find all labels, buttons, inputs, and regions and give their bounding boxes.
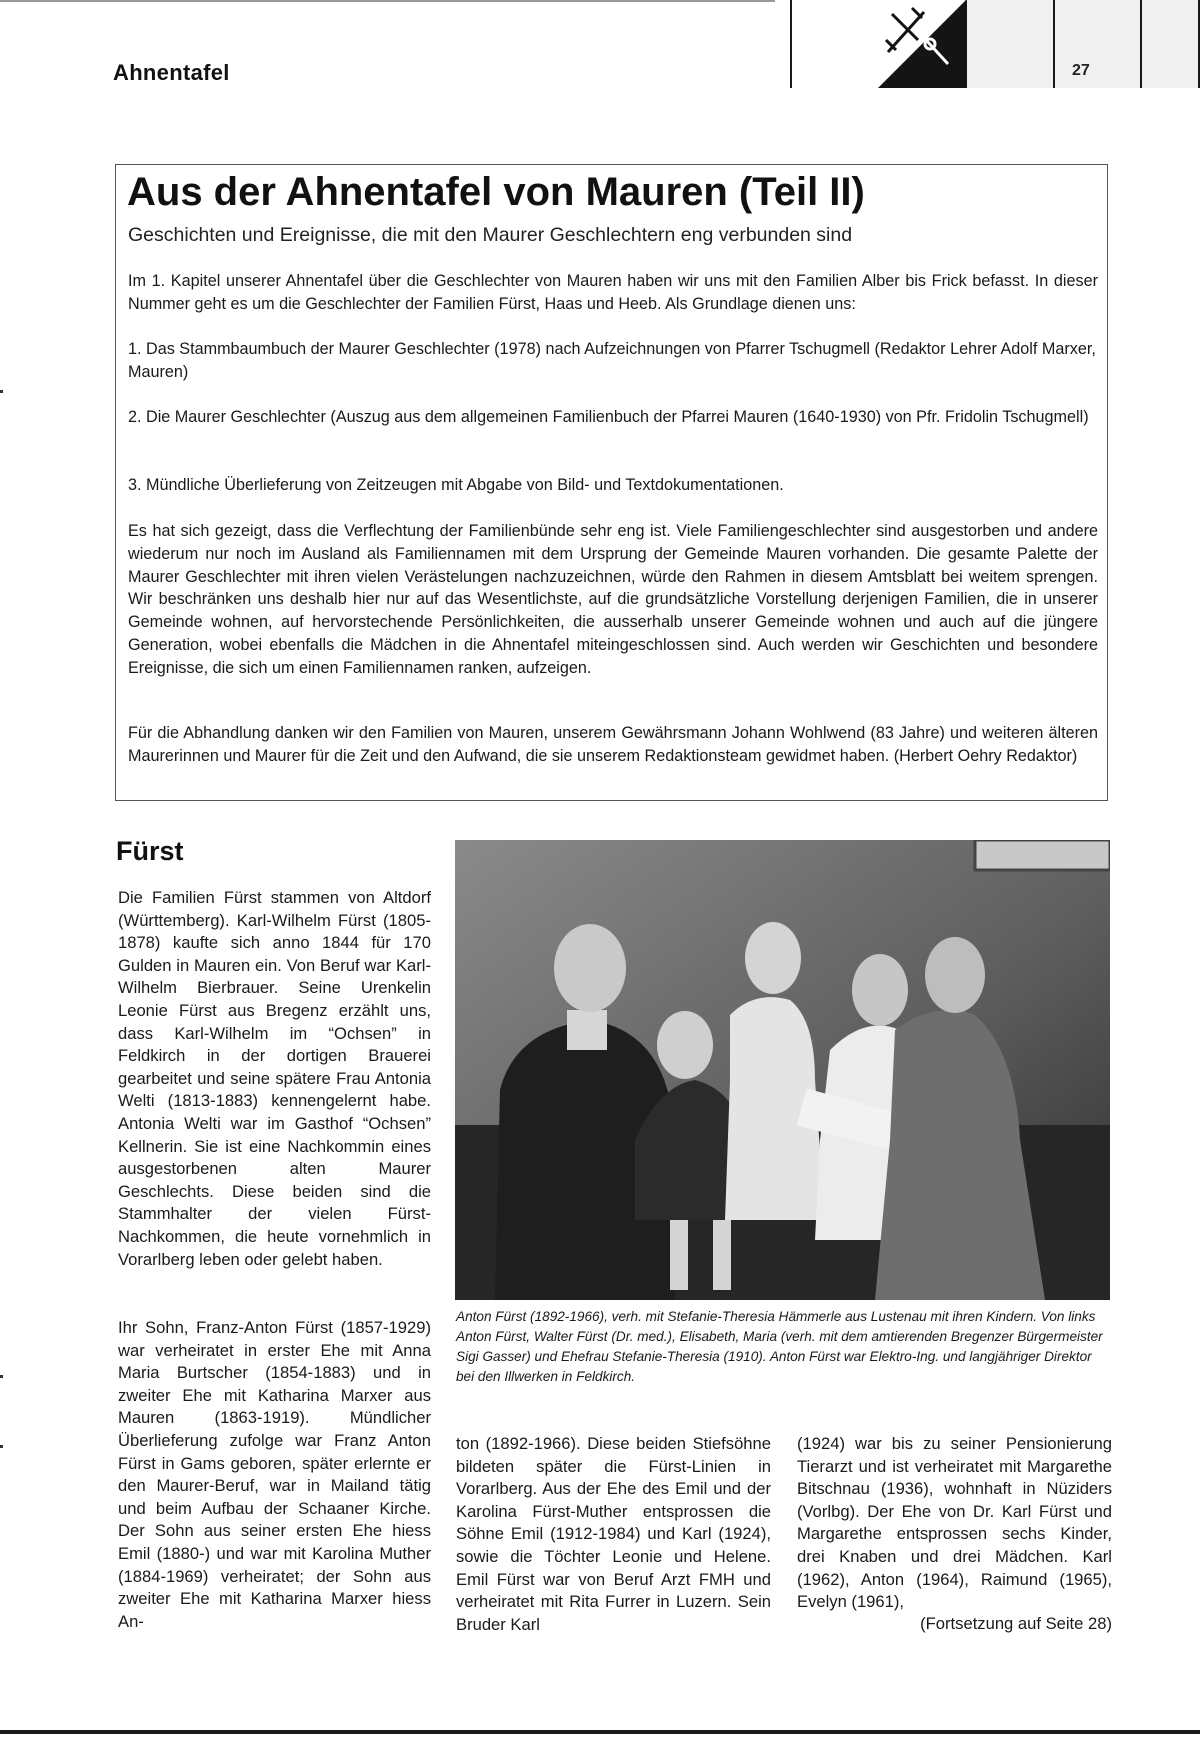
body-paragraph: (1924) war bis zu seiner Pensionierung Tierarzt und ist verheiratet mit Margarethe Bitschnau (1936), wohnhaft in Nüziders (Vorlbg). Der Ehe von Dr. Karl Fürst und Margarethe entsprossen sechs Kinder, drei Knaben und drei Mädchen. Karl (1962), Anton (1964), Raimund (1965), Evelyn (1961), — [797, 1434, 1112, 1612]
body-paragraph: Die Familien Fürst stammen von Altdorf (Württemberg). Karl-Wilhelm Fürst (1805-1878) kaufte sich anno 1844 für 170 Gulden in Mauren ein. Von Beruf war Karl-Wilhelm Bierbrauer. Seine Urenkelin Leonie Fürst aus Bregenz erzählt uns, dass Karl-Wilhelm im “Ochsen” in Feldkirch in der dortigen Brauerei gearbeitet und seine spätere Frau Antonia Welti (1813-1883) kennengelernt habe. Antonia Welti war im Gasthof “Ochsen” Kellnerin. Sie ist eine Nachkommin eines ausgestorbenen alten Maurer Geschlechts. Diese beiden sind die Stammhalter der vielen Fürst-Nachkommen, die heute vornehmlich in Vorarlberg leben oder gelebt haben. — [118, 888, 431, 1269]
scan-mark — [0, 390, 3, 393]
family-photo — [455, 840, 1110, 1300]
source-list-item: 3. Mündliche Überlieferung von Zeitzeugen mit Abgabe von Bild- und Textdokumentationen. — [128, 476, 784, 494]
header-band — [790, 0, 1200, 88]
header-divider — [790, 0, 792, 88]
bottom-rule — [0, 1730, 1200, 1734]
article-title: Aus der Ahnentafel von Mauren (Teil II) — [127, 170, 865, 214]
photo-caption: Anton Fürst (1892-1966), verh. mit Stefanie-Theresia Hämmerle aus Lustenau mit ihren Kindern. Von links Anton Fürst, Walter Fürst (Dr. med.), Elisabeth, Maria (verh. mit dem amtierenden Bregenzer Bürgermeister Sigi Gasser) und Ehefrau Stefanie-Theresia (1910). Anton Fürst war Elektro-Ing. und langjähriger Direktor bei den Illwerken in Feldkirch. — [456, 1309, 1103, 1384]
continuation-note: (Fortsetzung auf Seite 28) — [920, 1614, 1112, 1633]
article-subtitle: Geschichten und Ereignisse, die mit den Maurer Geschlechtern eng verbunden sind — [128, 224, 853, 246]
section-heading: Fürst — [116, 836, 184, 866]
header-divider — [1053, 0, 1055, 88]
body-paragraph: Ihr Sohn, Franz-Anton Fürst (1857-1929) war verheiratet in erster Ehe mit Anna Maria Burtscher (1854-1883) und in zweiter Ehe mit Katharina Marxer aus Mauren (1863-1919). Mündlicher Überlieferung zufolge war Franz Anton Fürst in Gams geboren, später erlernte er den Maurer-Beruf, war in Mailand tätig und beim Aufbau der Schaaner Kirche. Der Sohn aus seiner ersten Ehe hiess Emil (1880-) und war mit Karolina Muther (1884-1969) verheiratet; der Sohn aus zweiter Ehe mit Katharina Marxer hiess An- — [118, 1318, 431, 1631]
intro-paragraph: Es hat sich gezeigt, dass die Verflechtung der Familienbünde sehr eng ist. Viele Familiengeschlechter sind ausgestorben und andere wiederum nur noch im Ausland als Familiennamen mit dem Ursprung der Gemeinde Mauren vorhanden. Die gesamte Palette der Maurer Geschlechter mit ihren vielen Verästelungen nachzuzeichnen, würde den Rahmen in diesem Amtsblatt bei weitem sprengen. Wir beschränken uns deshalb hier nur auf das Wesentlichste, auf die grundsätzliche Vorstellung derjenigen Familien, die in unserer Gemeinde wohnen, auf hervorstechende Persönlichkeiten, die ausserhalb unserer Gemeinde wohnen und auch auf die jüngere Generation, wobei ebenfalls die Mädchen in die Ahnentafel miteingeschlossen sind. Auch werden wir Geschichten und besondere Ereignisse, die sich um einen Familiennamen ranken, aufzeigen. — [128, 522, 1098, 677]
scan-mark — [0, 1445, 3, 1448]
page-number: 27 — [1072, 62, 1090, 79]
scan-mark — [0, 1375, 3, 1378]
section-label: Ahnentafel — [113, 60, 230, 85]
crossed-swords-shield-icon — [878, 0, 966, 88]
header-divider — [1140, 0, 1142, 88]
top-rule — [0, 0, 775, 2]
intro-paragraph: Im 1. Kapitel unserer Ahnentafel über die Geschlechter von Mauren haben wir uns mit den Familien Alber bis Frick befasst. In dieser Nummer geht es um die Geschlechter der Familien Fürst, Haas und Heeb. Als Grundlage dienen uns: — [128, 272, 1098, 313]
source-list-item: 2. Die Maurer Geschlechter (Auszug aus dem allgemeinen Familienbuch der Pfarrei Mauren (1640-1930) von Pfr. Fridolin Tschugmell) — [128, 408, 1089, 426]
source-list-item: 1. Das Stammbaumbuch der Maurer Geschlechter (1978) nach Aufzeichnungen von Pfarrer Tschugmell (Redaktor Lehrer Adolf Marxer, Mauren) — [128, 340, 1096, 381]
intro-paragraph: Für die Abhandlung danken wir den Familien von Mauren, unserem Gewährsmann Johann Wohlwend (83 Jahre) und weiteren älteren Maurerinnen und Maurer für die Zeit und den Aufwand, die sie unserem Redaktionsteam gewidmet haben. (Herbert Oehry Redaktor) — [128, 724, 1098, 765]
body-paragraph: ton (1892-1966). Diese beiden Stiefsöhne bildeten später die Fürst-Linien in Vorarlberg. Aus der Ehe des Emil und der Karolina Fürst-Muther entsprossen die Söhne Emil (1912-1984) und Karl (1924), sowie die Töchter Leonie und Helene. Emil Fürst war von Beruf Arzt FMH und verheiratet mit Rita Furrer in Luzern. Sein Bruder Karl — [456, 1434, 771, 1634]
family-photo-illustration — [455, 840, 1110, 1300]
